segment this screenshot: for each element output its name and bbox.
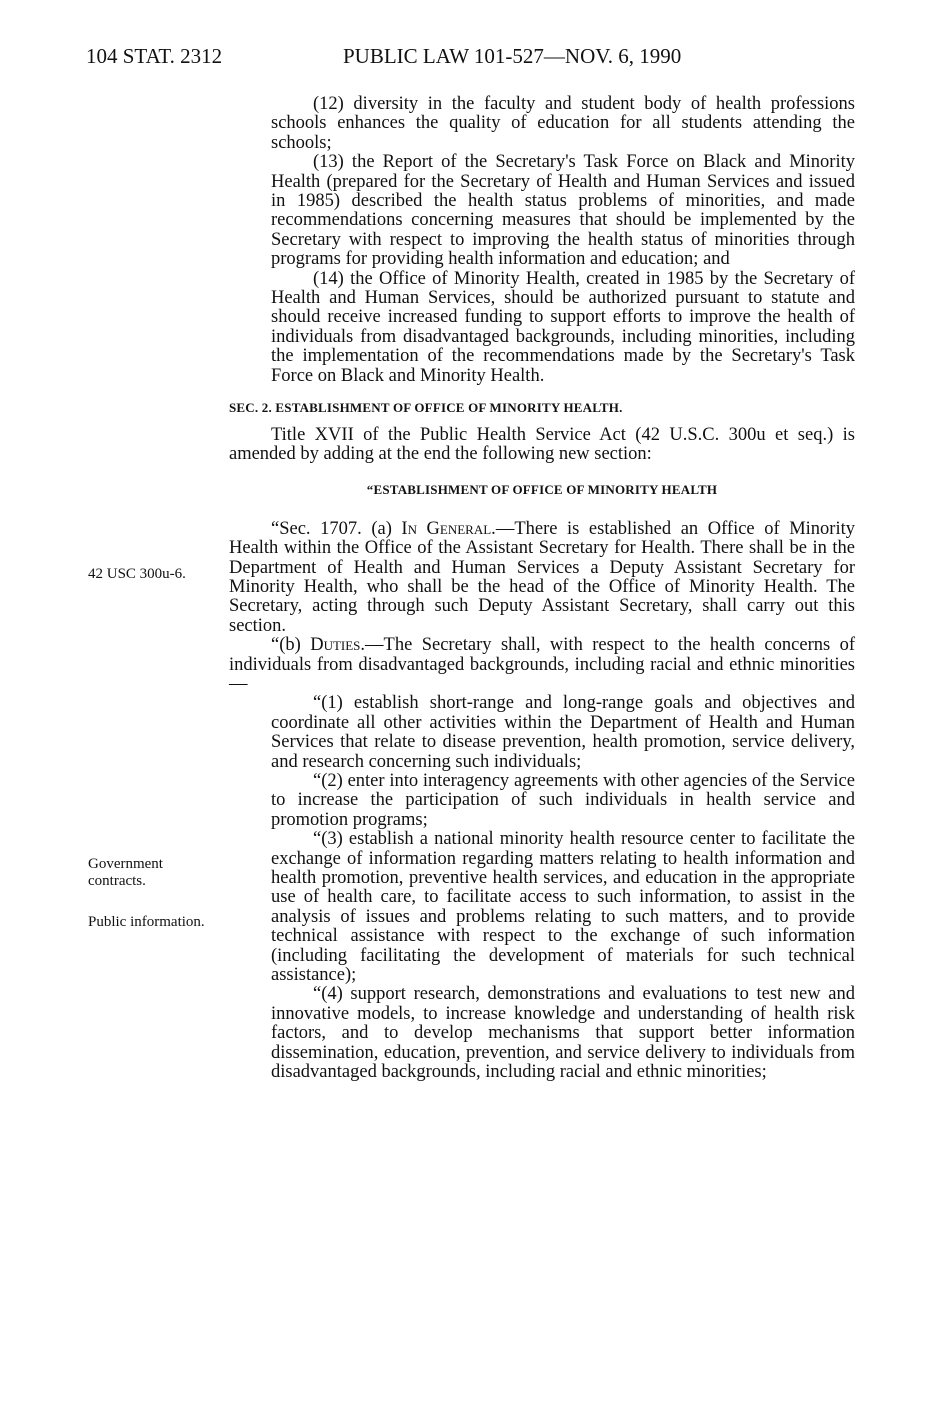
section-2-intro: Title XVII of the Public Health Service Act (42 U.S.C. 300u et seq.) is amended by adding at the end the following new section: — [229, 424, 855, 464]
subsection-a-prefix: “Sec. 1707. (a) — [271, 518, 402, 539]
margin-note-government-contracts: Government contracts. — [88, 856, 163, 889]
body-text — [229, 95, 855, 1083]
subsection-a-text: —There is established an Office of Minority Health within the Office of the Assistant Secretary for Health. There shall be in the Department of Health and Human Services a Deputy Assistant Secretary for Minority Health, who shall be the head of the Office of Minority Health. The Secretary, acting through such Deputy Assistant Secretary, shall carry out this section. — [229, 518, 855, 636]
duties-list — [271, 694, 855, 1082]
statute-page-number: 104 STAT. 2312 — [86, 44, 223, 68]
new-section-title: “ESTABLISHMENT OF OFFICE OF MINORITY HEALTH — [366, 482, 718, 498]
subsection-a-heading: In General. — [401, 518, 496, 539]
subsection-b-prefix: “(b) — [271, 635, 311, 656]
page-header — [86, 44, 903, 74]
finding-14: (14) the Office of Minority Health, created in 1985 by the Secretary of Health and Human Services, should be authorized pursuant to statute and should receive increased funding to support efforts to improve the health of individuals from disadvantaged backgrounds, including minorities, including the implementation of the recommendations made by the Secretary's Task Force on Black and Minority Health. — [271, 268, 855, 386]
margin-note-public-information: Public information. — [88, 914, 205, 930]
section-2-heading: SEC. 2. ESTABLISHMENT OF OFFICE OF MINORITY HEALTH. — [229, 400, 623, 416]
subsection-b-text: —The Secretary shall, with respect to the health concerns of individuals from disadvantaged backgrounds, including racial and ethnic minorities— — [229, 635, 855, 694]
finding-12: (12) diversity in the faculty and student body of health professions schools enhances the quality of education for all students attending the schools; — [271, 94, 855, 153]
running-title: PUBLIC LAW 101-527—NOV. 6, 1990 — [343, 44, 682, 68]
findings-list — [271, 95, 855, 386]
duty-1: “(1) establish short-range and long-range goals and objectives and coordinate all other activities within the Department of Health and Human Services that relate to disease prevention, health promotion, service delivery, and research concerning such individuals; — [271, 693, 855, 772]
duty-4: “(4) support research, demonstrations and evaluations to test new and innovative models, to increase knowledge and understanding of health risk factors, and to develop mechanisms that support better information dissemination, education, prevention, and service delivery to individuals from disadvantaged backgrounds, including racial and ethnic minorities; — [271, 984, 855, 1083]
margin-note-usc: 42 USC 300u-6. — [88, 566, 186, 582]
finding-13: (13) the Report of the Secretary's Task Force on Black and Minority Health (prepared for the Secretary of Health and Human Services and issued in 1985) described the health status problems of minorities, and made recommendations concerning measures that should be implemented by the Secretary with respect to improving the health status of minorities through programs for providing health information and education; and — [271, 152, 855, 270]
subsection-a — [229, 520, 855, 636]
duty-3: “(3) establish a national minority health resource center to facilitate the exchange of information regarding matters relating to health information and health promotion, preventive health services, and education in the appropriate use of health care, to facilitate access to such information, to assist in the analysis of issues and problems relating to such matters, and to provide technical assistance with respect to the exchange of such information (including facilitating the development of materials for such technical assistance); — [271, 829, 855, 986]
subsection-b-heading: Duties. — [310, 635, 366, 656]
duty-2: “(2) enter into interagency agreements with other agencies of the Service to increase the participation of such individuals in health service and promotion programs; — [271, 771, 855, 830]
subsection-b — [229, 636, 855, 694]
